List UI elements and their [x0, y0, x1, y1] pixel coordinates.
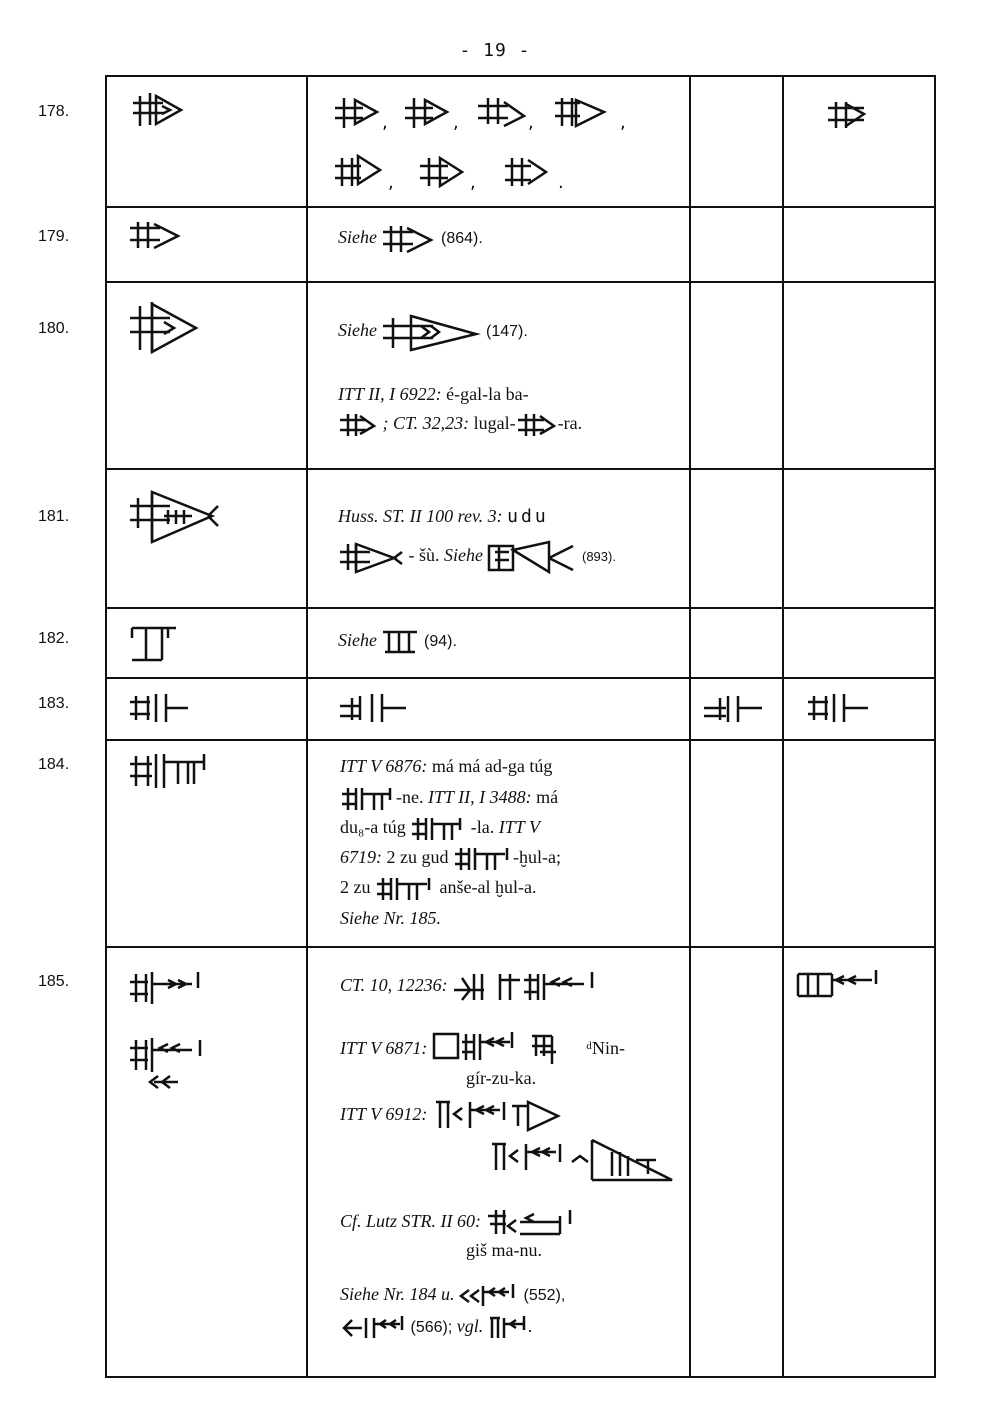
- svg-text:,: ,: [453, 112, 459, 133]
- inline-sign: [381, 628, 419, 656]
- citation: ITT V: [498, 817, 540, 838]
- cell-text-185-line1: [340, 970, 602, 1004]
- cell-text-184-line1: [340, 756, 552, 778]
- svg-text:,: ,: [528, 112, 534, 133]
- cell-text-181-line1: [338, 506, 549, 528]
- cell-text-179: [338, 224, 483, 254]
- inline-sign: [340, 786, 396, 812]
- cuneiform-sign-178-late: [826, 100, 868, 130]
- citation: ITT V 6876:: [340, 756, 428, 776]
- transliteration: giš ma-nu.: [466, 1240, 542, 1260]
- inline-sign: [459, 1282, 519, 1310]
- cell-text-184-line5: [340, 876, 536, 902]
- cuneiform-sign-178: [128, 88, 188, 133]
- citation: ITT II, I 3488:: [427, 787, 532, 808]
- reference: (552),: [523, 1287, 566, 1305]
- transliteration: má: [536, 787, 559, 808]
- svg-text:.: .: [558, 172, 564, 193]
- cell-text-184-line6: [340, 908, 441, 930]
- transliteration: -ne.: [396, 787, 424, 808]
- row-number: 184.: [38, 756, 70, 773]
- transliteration: ᵈNin-: [586, 1038, 625, 1059]
- inline-sign: [432, 1030, 582, 1070]
- row-number: 183.: [38, 695, 70, 712]
- citation: vgl.: [456, 1316, 484, 1337]
- cuneiform-sign-182: [128, 624, 180, 664]
- transliteration: -ḫul-a;: [513, 847, 561, 868]
- inline-sign: [487, 540, 577, 574]
- grid-hline: [105, 468, 936, 470]
- cell-text-185-line2: [340, 1030, 625, 1070]
- siehe-label: Siehe: [338, 227, 377, 248]
- transliteration: anše-al ḫul-a.: [439, 877, 537, 898]
- cuneiform-sign-185a: [128, 970, 208, 1006]
- citation: Cf. Lutz STR. II 60:: [340, 1211, 482, 1232]
- svg-text:,: ,: [470, 172, 476, 193]
- grid-hline: [105, 677, 936, 679]
- cuneiform-sign-183-var: [338, 692, 410, 724]
- grid-hline: [105, 206, 936, 208]
- grid-hline-top: [105, 75, 936, 77]
- citation: Siehe Nr. 184 u.: [340, 1284, 455, 1305]
- transliteration: é-gal-la ba-: [446, 384, 529, 404]
- citation: ITT V 6871:: [340, 1038, 428, 1059]
- cuneiform-sign-185-6912b: [488, 1136, 688, 1186]
- cell-text-180-line1: [338, 312, 528, 352]
- transliteration: du₈-a túg: [340, 817, 406, 838]
- inline-sign: [516, 412, 558, 438]
- cell-text-185-line3: [466, 1068, 536, 1090]
- inline-sign: [488, 1314, 528, 1342]
- citation: Huss. ST. II 100 rev. 3:: [338, 506, 503, 526]
- svg-text:,: ,: [388, 172, 394, 193]
- inline-sign: [410, 816, 466, 842]
- row-number: 181.: [38, 508, 70, 525]
- citation: CT. 10, 12236:: [340, 975, 448, 996]
- cuneiform-variants-178: [330, 88, 670, 198]
- inline-sign: [375, 876, 435, 902]
- reference: (893).: [581, 549, 616, 565]
- grid-hline: [105, 607, 936, 609]
- cuneiform-sign-181: [128, 488, 220, 546]
- reference: (566);: [410, 1319, 453, 1337]
- cell-text-184-line2: [340, 786, 558, 812]
- cuneiform-sign-184: [128, 752, 214, 790]
- row-number: 179.: [38, 228, 70, 245]
- svg-text:,: ,: [620, 112, 626, 133]
- inline-sign: [432, 1098, 592, 1134]
- cuneiform-sign-179: [128, 218, 183, 253]
- citation: ITT II, I 6922:: [338, 384, 442, 404]
- svg-text:,: ,: [382, 112, 388, 133]
- inline-sign: [486, 1206, 590, 1240]
- cell-text-180-line2: [338, 384, 529, 406]
- cuneiform-sign-183-late: [806, 692, 872, 724]
- cell-text-184-line3: [340, 816, 540, 842]
- row-number: 185.: [38, 973, 70, 990]
- row-number: 180.: [38, 320, 70, 337]
- siehe-label: Siehe: [338, 320, 377, 341]
- cell-text-185-line8: [340, 1314, 532, 1342]
- reference: (94).: [423, 633, 457, 651]
- transliteration: .: [527, 1316, 533, 1337]
- transliteration: lugal-: [473, 413, 516, 434]
- grid-vline-right: [934, 75, 936, 1378]
- grid-vline-3: [689, 75, 691, 1378]
- cell-text-185-line6: [466, 1240, 542, 1262]
- inline-sign: [381, 224, 436, 254]
- inline-sign: [340, 1314, 406, 1342]
- grid-vline-2: [306, 75, 308, 1378]
- siehe-label: Siehe: [444, 545, 483, 566]
- transliteration: - šù.: [408, 545, 440, 566]
- cell-text-182: [338, 628, 457, 656]
- reference: (147).: [485, 323, 528, 341]
- grid-hline: [105, 739, 936, 741]
- grid-hline: [105, 281, 936, 283]
- row-number: 182.: [38, 630, 70, 647]
- row-number: 178.: [38, 103, 70, 120]
- cell-text-180-line3: [338, 412, 582, 438]
- citation: 6719:: [340, 847, 382, 868]
- transliteration: udu: [507, 506, 549, 527]
- reference: (864).: [440, 230, 483, 248]
- cell-text-185-line4: [340, 1098, 592, 1134]
- inline-sign: [338, 412, 378, 438]
- cuneiform-sign-180: [128, 298, 200, 358]
- siehe-label: Siehe: [338, 630, 377, 651]
- cell-text-185-line5: [340, 1206, 590, 1240]
- cell-text-184-line4: [340, 846, 561, 872]
- cuneiform-sign-183: [128, 692, 190, 724]
- grid-hline-bottom: [105, 1376, 936, 1378]
- transliteration: -ra.: [557, 413, 583, 434]
- grid-hline: [105, 946, 936, 948]
- transliteration: 2 zu gud: [386, 847, 449, 868]
- citation: ; CT. 32,23:: [382, 413, 470, 434]
- transliteration: -la.: [470, 817, 495, 838]
- transliteration: gír-zu-ka.: [466, 1068, 537, 1088]
- cuneiform-sign-185b: [128, 1036, 212, 1094]
- cuneiform-sign-185-late: [796, 968, 882, 1002]
- inline-sign: [338, 540, 404, 574]
- grid-vline-left: [105, 75, 107, 1378]
- inline-sign: [452, 970, 602, 1004]
- inline-sign: [381, 312, 481, 352]
- cell-text-185-line7: [340, 1282, 565, 1310]
- transliteration: 2 zu: [340, 877, 371, 898]
- transliteration: má má ad-ga túg: [431, 756, 553, 776]
- cell-text-181-line2: [338, 540, 616, 574]
- grid-vline-4: [782, 75, 784, 1378]
- page-number: - 19 -: [459, 40, 531, 61]
- cuneiform-sign-183-assyrian: [702, 694, 764, 724]
- inline-sign: [453, 846, 513, 872]
- citation: Siehe Nr. 185.: [340, 908, 441, 928]
- citation: ITT V 6912:: [340, 1104, 428, 1125]
